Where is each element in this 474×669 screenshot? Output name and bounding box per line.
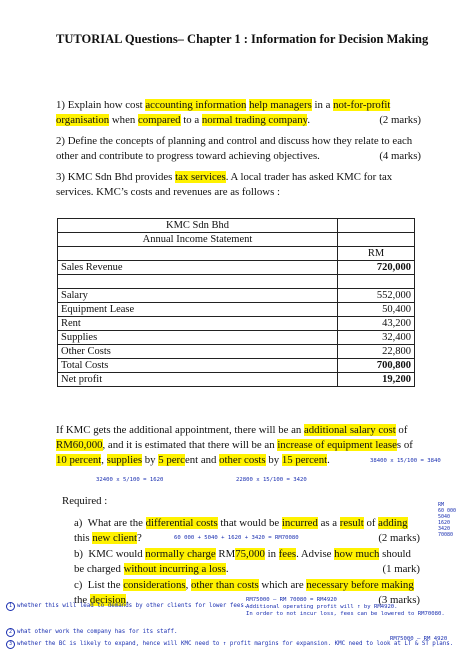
- circled-number-icon: 1: [6, 602, 15, 611]
- side-figure: 3420: [438, 526, 451, 532]
- highlight: result: [339, 517, 364, 529]
- highlight: new client: [92, 532, 137, 544]
- q1-marks: (2 marks): [379, 114, 421, 126]
- handwritten-note: [6, 640, 453, 649]
- cost-label: Rent: [58, 317, 338, 331]
- side-figure: RM: [438, 502, 445, 508]
- part-b-marks: (1 mark): [382, 563, 420, 575]
- table-row: [58, 289, 415, 303]
- q1-text: in a: [311, 99, 334, 111]
- empty-cell: [338, 275, 415, 289]
- part-text: which are: [258, 579, 307, 591]
- part-text: ?: [136, 532, 142, 544]
- highlight: incurred: [281, 517, 318, 529]
- table-row: [58, 373, 415, 387]
- table-row: [58, 261, 415, 275]
- part-letter: b): [74, 548, 83, 560]
- cost-value: 22,800: [338, 345, 415, 359]
- handwritten-calc: 32400 x 5/100 = 1620: [96, 477, 164, 483]
- part-text: the: [74, 594, 90, 606]
- document-title: TUTORIAL Questions– Chapter 1 : Information for Decision Making: [56, 32, 429, 46]
- circled-number-icon: 2: [6, 628, 15, 637]
- highlight: normally charge: [145, 548, 216, 560]
- side-figure: 60 000: [438, 508, 457, 514]
- note-text: what other work the company has for its staff.: [17, 629, 178, 635]
- q1-text: to a: [180, 114, 202, 126]
- question-2: [56, 134, 421, 164]
- part-text: List the: [87, 579, 124, 591]
- part-text: KMC would: [88, 548, 146, 560]
- profit-label: Net profit: [58, 373, 338, 387]
- part-text: .: [225, 563, 229, 575]
- side-figure: 70080: [438, 532, 454, 538]
- side-figure: 1620: [438, 520, 451, 526]
- highlight: without incurring a loss: [123, 563, 226, 575]
- handwritten-note: In order to not incur loss, fees can be lowered to RM70080.: [246, 611, 445, 617]
- highlight: differential costs: [145, 517, 218, 529]
- table-row: [58, 317, 415, 331]
- handwritten-note: Additional operating profit will ↑ by RM4920.: [246, 604, 398, 610]
- cost-value: 32,400: [338, 331, 415, 345]
- scenario-paragraph: [56, 423, 418, 468]
- question-3: [56, 170, 421, 200]
- highlight: compared: [137, 114, 181, 126]
- part-text: .: [125, 594, 129, 606]
- handwritten-note: [6, 628, 178, 637]
- part-text: RM: [215, 548, 236, 560]
- table-row: [58, 345, 415, 359]
- side-figure: 5040: [438, 514, 451, 520]
- highlight: tax services: [175, 171, 226, 183]
- part-text: as a: [317, 517, 340, 529]
- table-row: [58, 247, 415, 261]
- q3-text: . A local trader has asked KMC for tax services. KMC’s costs and revenues are as follows :: [56, 171, 393, 198]
- table-row: [58, 359, 415, 373]
- handwritten-calc: RM75000 – RM 4920: [390, 636, 448, 642]
- note-text: whether the BC is likely to expand, hence will KMC need to ↑ profit margins for expansion. KMC need to look at LT & ST plans.: [17, 641, 454, 647]
- handwritten-calc: 60 000 + 5040 + 1620 + 3420 = RM70080: [174, 535, 299, 541]
- handwritten-side-figures: [438, 502, 456, 538]
- q1-text: when: [109, 114, 138, 126]
- highlight: adding: [378, 517, 408, 529]
- revenue-label: Sales Revenue: [58, 261, 338, 275]
- scenario-text: by: [265, 454, 282, 466]
- scenario-text: ent and: [184, 454, 220, 466]
- highlight: 10 percent: [56, 454, 102, 466]
- part-letter: a): [74, 517, 83, 529]
- scenario-text: .: [327, 454, 330, 466]
- part-text: that would be: [217, 517, 282, 529]
- part-c-marks: (3 marks): [378, 594, 420, 606]
- handwritten-calc: RM75000 – RM 70080 = RM4920: [246, 597, 337, 603]
- cost-value: 43,200: [338, 317, 415, 331]
- empty-cell: [58, 247, 338, 261]
- question-1: [56, 98, 421, 128]
- profit-value: 19,200: [338, 373, 415, 387]
- highlight: necessary before making: [306, 579, 414, 591]
- scenario-text: , and it is estimated that there will be an: [102, 439, 278, 451]
- company-name: KMC Sdn Bhd: [58, 219, 338, 233]
- part-letter: c): [74, 579, 83, 591]
- table-row: [58, 303, 415, 317]
- statement-name: Annual Income Statement: [58, 233, 338, 247]
- q3-text: 3) KMC Sdn Bhd provides: [56, 171, 176, 183]
- highlight: help managers: [249, 99, 312, 111]
- cost-value: 552,000: [338, 289, 415, 303]
- highlight: 5 perc: [158, 454, 185, 466]
- handwritten-calc: 38400 x 15/100 = 3840: [370, 458, 441, 464]
- part-text: should be charged: [74, 548, 411, 575]
- highlight: supplies: [106, 454, 143, 466]
- part-text: this: [74, 532, 93, 544]
- cost-label: Other Costs: [58, 345, 338, 359]
- q1-text: .: [307, 114, 311, 126]
- income-statement-table: [57, 218, 415, 387]
- scenario-text: If KMC gets the additional appointment, there will be an: [56, 424, 304, 436]
- highlight: normal trading company: [201, 114, 308, 126]
- scenario-text: ,: [101, 454, 107, 466]
- q2-text: 2) Define the concepts of planning and control and discuss how they relate to each other and contribute to progress toward achieving objectives.: [56, 135, 413, 162]
- highlight: decision: [89, 594, 126, 606]
- table-row: [58, 219, 415, 233]
- currency-label: RM: [338, 247, 415, 261]
- table-row: [58, 233, 415, 247]
- total-label: Total Costs: [58, 359, 338, 373]
- scenario-text: of: [395, 424, 408, 436]
- scenario-text: s of: [396, 439, 413, 451]
- empty-cell: [338, 233, 415, 247]
- highlight: RM60,000: [56, 439, 103, 451]
- highlight: 15 percent: [281, 454, 328, 466]
- highlight: not-for-profit organisation: [56, 99, 391, 126]
- total-value: 700,800: [338, 359, 415, 373]
- highlight: fees: [278, 548, 297, 560]
- part-a-marks: (2 marks): [378, 532, 420, 544]
- part-text: in: [264, 548, 279, 560]
- highlight: 75,000: [235, 548, 265, 560]
- part-text: of: [363, 517, 379, 529]
- highlight: additional salary cost: [303, 424, 396, 436]
- cost-label: Equipment Lease: [58, 303, 338, 317]
- revenue-value: 720,000: [338, 261, 415, 275]
- highlight: how much: [334, 548, 380, 560]
- part-text: . Advise: [296, 548, 335, 560]
- highlight: accounting information: [145, 99, 247, 111]
- empty-cell: [58, 275, 338, 289]
- handwritten-calc: 22800 x 15/100 = 3420: [236, 477, 307, 483]
- q2-marks: (4 marks): [379, 150, 421, 162]
- required-label: Required :: [62, 495, 108, 507]
- part-text: ,: [185, 579, 191, 591]
- highlight: considerations: [123, 579, 186, 591]
- note-text: whether this will lead to demands by other clients for lower fees.: [17, 603, 248, 609]
- handwritten-note: [6, 602, 247, 611]
- empty-cell: [338, 219, 415, 233]
- scenario-text: by: [142, 454, 159, 466]
- table-row: [58, 275, 415, 289]
- part-text: What are the: [87, 517, 146, 529]
- highlight: other than costs: [190, 579, 259, 591]
- part-b: [74, 547, 420, 577]
- cost-label: Supplies: [58, 331, 338, 345]
- q1-text: 1) Explain how cost: [56, 99, 146, 111]
- cost-label: Salary: [58, 289, 338, 303]
- table-row: [58, 331, 415, 345]
- cost-value: 50,400: [338, 303, 415, 317]
- highlight: other costs: [219, 454, 266, 466]
- circled-number-icon: 3: [6, 640, 15, 649]
- highlight: increase of equipment lease: [277, 439, 397, 451]
